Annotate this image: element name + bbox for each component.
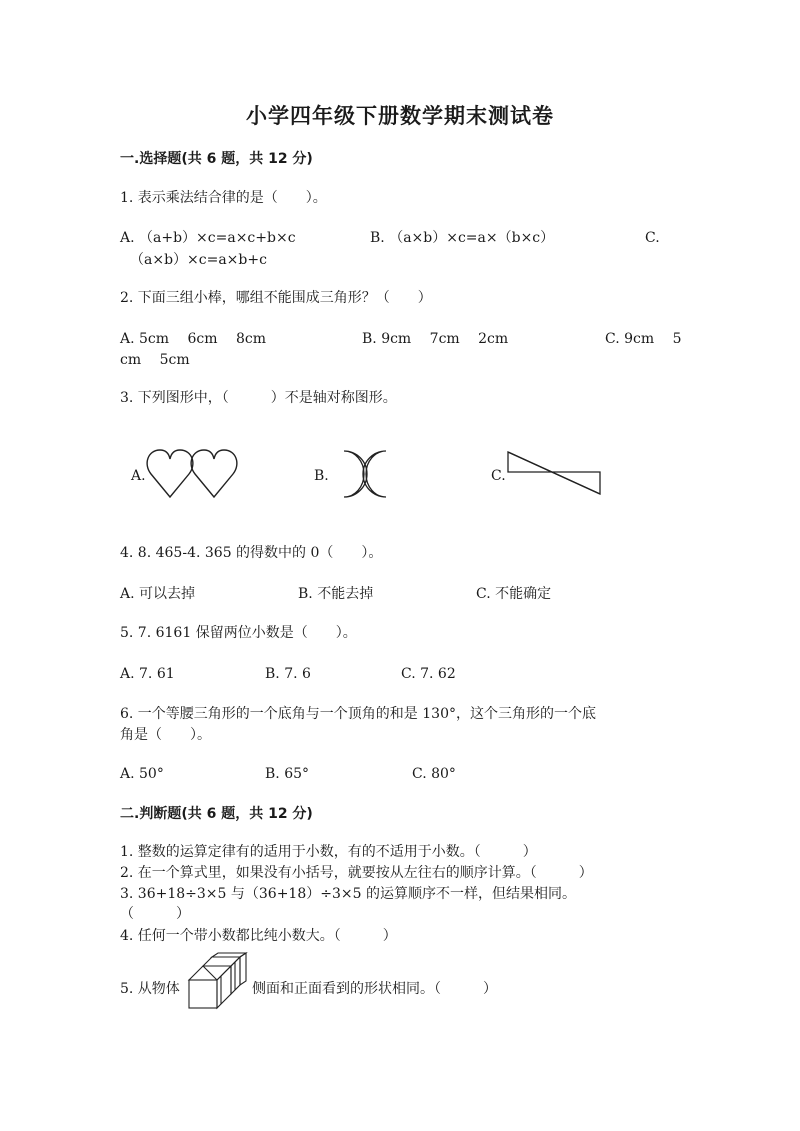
q4-option-a: A. 可以去掉 bbox=[120, 586, 196, 602]
two-triangles-figure bbox=[506, 450, 602, 496]
q5-option-a: A. 7. 61 bbox=[120, 666, 175, 682]
section-heading-judge: 二.判断题(共 6 题，共 12 分) bbox=[120, 806, 313, 822]
q1-option-c-label: C. bbox=[645, 230, 660, 246]
q1-option-c-text: （a×b）×c=a×b+c bbox=[130, 252, 267, 268]
q6-option-a: A. 50° bbox=[120, 766, 164, 782]
q3-option-a-label: A. bbox=[131, 468, 146, 484]
two-crescents-figure bbox=[330, 448, 412, 500]
judge-item-5-prefix: 5. 从物体 bbox=[120, 981, 180, 997]
two-hearts-figure bbox=[146, 447, 238, 499]
cube-stack-figure bbox=[188, 953, 250, 1011]
judge-item-5-suffix: 侧面和正面看到的形状相同。（ ） bbox=[252, 981, 497, 997]
q3-stem: 3. 下列图形中，（ ）不是轴对称图形。 bbox=[120, 390, 397, 406]
q2-option-c-text: cm 5cm bbox=[120, 352, 190, 368]
q1-stem: 1. 表示乘法结合律的是（ ）。 bbox=[120, 190, 327, 206]
judge-item-2: 2. 在一个算式里，如果没有小括号，就要按从左往右的顺序计算。（ ） bbox=[120, 865, 593, 881]
q3-option-b-label: B. bbox=[314, 468, 329, 484]
judge-item-1: 1. 整数的运算定律有的适用于小数，有的不适用于小数。（ ） bbox=[120, 844, 537, 860]
q2-option-c-label: C. 9cm 5 bbox=[605, 331, 682, 347]
q1-option-b: B. （a×b）×c=a×（b×c） bbox=[370, 230, 555, 246]
q2-option-b: B. 9cm 7cm 2cm bbox=[362, 331, 509, 347]
q4-option-b: B. 不能去掉 bbox=[298, 586, 374, 602]
q4-option-c: C. 不能确定 bbox=[476, 586, 552, 602]
q2-option-a: A. 5cm 6cm 8cm bbox=[120, 331, 266, 347]
page-title: 小学四年级下册数学期末测试卷 bbox=[246, 103, 554, 128]
q2-stem: 2. 下面三组小棒，哪组不能围成三角形？（ ） bbox=[120, 290, 432, 306]
judge-item-4: 4. 任何一个带小数都比纯小数大。（ ） bbox=[120, 928, 397, 944]
q6-stem-line2: 角是（ ）。 bbox=[120, 727, 211, 743]
q1-option-a: A. （a+b）×c=a×c+b×c bbox=[120, 230, 296, 246]
q6-option-c: C. 80° bbox=[412, 766, 456, 782]
q6-stem-line1: 6. 一个等腰三角形的一个底角与一个顶角的和是 130°，这个三角形的一个底 bbox=[120, 706, 596, 722]
q5-option-b: B. 7. 6 bbox=[265, 666, 311, 682]
judge-item-3-line2: （ ） bbox=[120, 906, 190, 922]
q3-option-c-label: C. bbox=[491, 468, 506, 484]
q5-option-c: C. 7. 62 bbox=[401, 666, 456, 682]
q6-option-b: B. 65° bbox=[265, 766, 310, 782]
section-heading-choice: 一.选择题(共 6 题，共 12 分) bbox=[120, 151, 313, 167]
q5-stem: 5. 7. 6161 保留两位小数是（ ）。 bbox=[120, 625, 357, 641]
q4-stem: 4. 8. 465-4. 365 的得数中的 0（ ）。 bbox=[120, 545, 383, 561]
judge-item-3-line1: 3. 36+18÷3×5 与（36+18）÷3×5 的运算顺序不一样，但结果相同。 bbox=[120, 886, 576, 902]
